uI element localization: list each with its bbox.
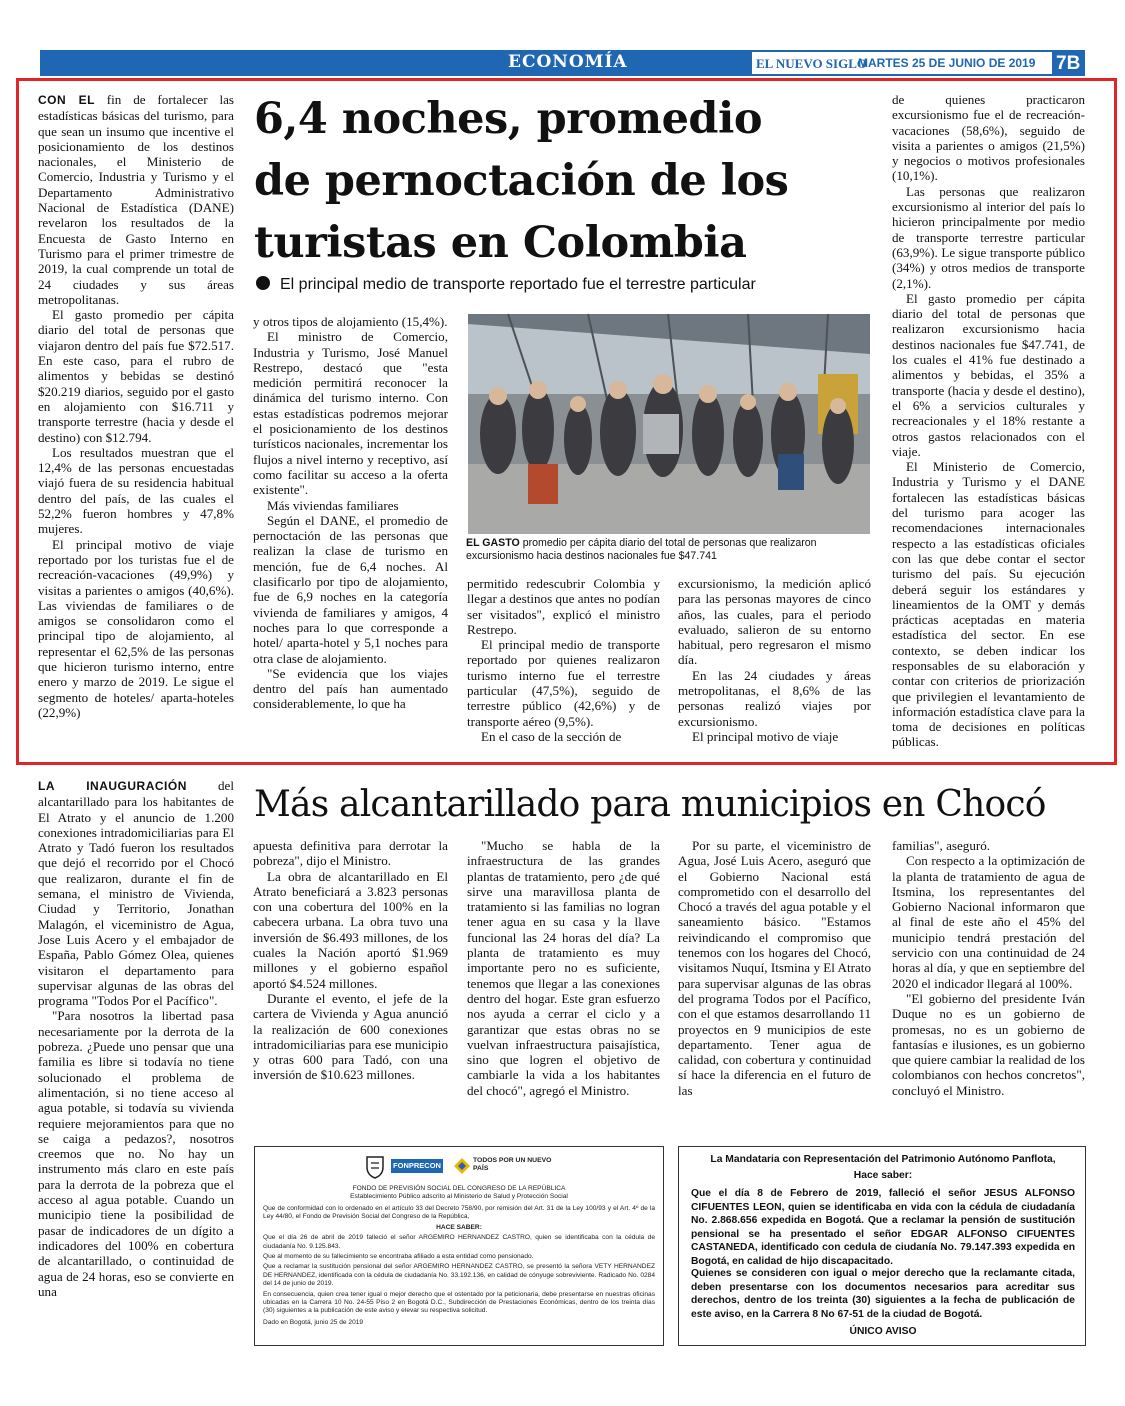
paragraph: El ministro de Comercio, Industria y Turismo, José Manuel Restrepo, destacó que "esta medición permitirá reconocer la dinámica del turismo interno. Con estas estadísticas podremos mejorar el posicionamiento de los destinos turísticos nacionales, incrementar los flujos a nivel interno y receptivo, así como facilitar su acceso a la oferta existente". — [253, 329, 448, 498]
lead-in: LA INAUGURACIÓN — [38, 779, 187, 793]
paragraph: Los resultados muestran que el 12,4% de las personas encuestadas viajó fuera de su residencia habitual dentro del país, de las cuales el 52,2% fueron hombres y 47,8% mujeres. — [38, 444, 234, 537]
paragraph: "Mucho se habla de la infraestructura de las grandes plantas de tratamiento, pero ¿de qué sirve una maravillosa planta de tratamiento si las familias no logran tener agua en su casa y la llave funcional las 24 horas del día? La planta de tratamiento es muy importante pero no es suficiente, tenemos que llegar a las conexiones dentro del hogar. Este gran esfuerzo nos ayuda a cerrar el ciclo y a garantizar que estas obras no se vuelvan infraestructura paisajística, sino que logren el objetivo de cambiarle la vida a los habitantes del chocó", agregó el Ministro. — [467, 838, 660, 1098]
notice-title: La Mandataria con Representación del Patrimonio Autónomo Panflota, — [710, 1154, 1056, 1165]
headline-line: turistas en Colombia — [254, 218, 747, 268]
paragraph: de quienes practicaron excursionismo fue el de recreación-vacaciones (58,6%), seguido de visita a parientes o amigos (21,5%) y negocios o motivos profesionales (10,1%). — [892, 92, 1085, 184]
article2-column-3 — [467, 838, 660, 1098]
paragraph: El Ministerio de Comercio, Industria y Turismo y el DANE fortalecen las estadísticas básicas del turismo para acoger las recomendaciones internacionales respecto a las estadísticas oficiales con las que debe contar el sector turismo del país. Su ejecución deberá seguir los estándares y lineamientos de la OMT y demás prácticas aceptadas en materia estadística del sector. En ese contexto, se deben indicar los responsables de su elaboración y contar con criterios de priorización que privilegien el levantamiento de información estadística clave para la toma de decisiones en políticas públicas. — [892, 459, 1085, 750]
notice-paragraph: Que el día 8 de Febrero de 2019, falleció el señor JESUS ALFONSO CIFUENTES LEON, quien se identificaba en vida con la cédula de ciudadanía No. 2.868.656 expedida en Bogotá. Que a reclamar la pensión de sustitución pensional se ha presentado el señor EDGAR ALFONSO CIFUENTES CASTANEDA, identificado con cedula de ciudanía No. 79.147.393 expedida en Bogotá, en calidad de hijo discapacitado. — [691, 1188, 1075, 1267]
notice-closing: ÚNICO AVISO — [849, 1326, 917, 1337]
article2-column-5 — [892, 838, 1085, 1098]
photo-caption: EL GASTO promedio per cápita diario del total de personas que realizaron excursionismo hacia destinos nacionales fue $47.741 — [466, 537, 817, 562]
nuevo-pais-logo-icon — [453, 1157, 471, 1175]
paragraph: El principal motivo de viaje — [692, 728, 839, 744]
paragraph: familias", aseguró. — [892, 838, 991, 853]
article1-column-4 — [678, 576, 871, 754]
article2-column-1 — [38, 778, 234, 1344]
article1-column-5 — [892, 92, 1085, 754]
article2-headline: Más alcantarillado para municipios en Chocó — [254, 784, 1046, 825]
legal-notice-fonprecon — [254, 1146, 664, 1346]
paragraph: El principal medio de transporte reportado por quienes realizaron turismo interno fue el terrestre particular (47,5%), seguido de terrestre público (42,6%) y de transporte aéreo (9,5%). — [467, 637, 660, 729]
subheading: Más viviendas familiares — [267, 497, 399, 513]
bullet-icon — [256, 276, 270, 290]
headline-line: 6,4 noches, promedio — [254, 94, 763, 144]
lead-in: CON EL — [38, 93, 95, 107]
paragraph: CON EL fin de fortalecer las estadísticas básicas del turismo, para que sean un insumo que incentive el posicionamiento de los destinos nacionales, el Ministerio de Comercio, Industria y Turismo y el Departamento Administrativo Nacional de Estadística (DANE) revelaron los resultados de la Encuesta de Gasto Interno en Turismo para el primer trimestre de 2019, la cual comprende un total de 24 ciudades y sus áreas metropolitanas. — [38, 92, 234, 307]
paragraph: El principal motivo de viaje reportado por los turistas fue el de recreación-vacaciones (49,9%) y visitas a parientes o amigos (40,6%). Las viviendas de familiares o de amigos se consolidaron como el principal tipo de alojamiento, al representar el 62,5% de las personas que hicieron turismo interno, entre enero y marzo de 2019. Le sigue el segmento de hoteles/ aparta-hoteles (22,9%) — [38, 536, 234, 720]
notice-body: Que de conformidad con lo ordenado en el artículo 33 del Decreto 758/90, por remisión del Art. 31 de la Ley 100/93 y el Art. 4º de la Ley 44/80, el Fondo de Previsión Social del Congreso de la República, HACE SABER: Que el día 26 de abril de 2019 falleció el señor ARGEMIRO HERNANDEZ CASTRO, quien se identificaba con la cédula de ciudadanía No. 9.125.843. Que al momento de su fallecimiento se encontraba afiliado a esta entidad como pensionado. Que a reclamar la sustitución pensional del señor ARGEMIRO HERNANDEZ CASTRO, se presentó la señora VETY HERNANDEZ DE HERNANDEZ, identificada con la cédula de ciudadanía No. 33.192.136, en calidad de cónyuge sobreviviente. Radicado No. 0284 del 14 de junio de 2019. En consecuencia, quien crea tener igual o mejor derecho que el ostentado por la peticionaria, debe presentarse en nuestras oficinas ubicadas en la Carrera 10 No. 24-55 Piso 2 en Bogotá D.C., Subdirección de Prestaciones Económicas, dentro de los treinta días (30) siguientes a la publicación de este aviso y elevar su respectiva solicitud. Dado en Bogotá, junio 25 de 2019 — [263, 1205, 655, 1326]
paragraph: "Para nosotros la libertad pasa necesariamente por la derrota de la pobreza. ¿Puede uno pensar que una familia es libre si todavía no tiene solucionado el problema de alimentación, si no tiene acceso al agua potable, si todavía su vivienda requiere mejoramientos para que no se caiga a pedazos?, nosotros creemos que no. No hay un instrumento más claro en este país para la derrota de la pobreza que el acceso al agua potable. Cuando un municipio tiene la posibilidad de pasar de indicadores de un dígito a indicadores del 100% en cobertura de alcantarillado, o continuidad de agua de 24 horas, eso se convierte en una — [38, 1008, 234, 1299]
paragraph: El gasto promedio per cápita diario del total de personas que realizaron excursionismo hacia destinos nacionales fue $47.741, de los cuales el 41% fue destinado a alimentos y bebidas, el 35% a transporte (hacia y desde el destino), el 6% a servicios culturales y recreacionales y el 18% restante a otros gastos relacionados con el viaje. — [892, 290, 1085, 459]
paragraph: Según el DANE, el promedio de pernoctación de las personas que realizan la clase de turismo en mención, fue de 6,4 noches. Al clasificarlo por tipo de alojamiento, fue de 6,9 noches en la categoría vivienda de familiares y amigos, 4 noches para lo que corresponde a hotel/ aparta-hotel y 5,1 noches para otra clase de alojamiento. — [253, 512, 448, 666]
article2-column-4 — [678, 838, 871, 1098]
article2-column-2 — [253, 838, 448, 1083]
paragraph: "El gobierno del presidente Iván Duque no es un gobierno de promesas, no es un gobierno de fantasías e ilusiones, es un gobierno que quiere cambiar la realidad de los colombianos con hechos concretos", concluyó el Ministro. — [892, 990, 1085, 1098]
paragraph: La obra de alcantarillado en El Atrato beneficiará a 3.823 personas con una cobertura del 100% en la cabecera urbana. La obra tuvo una inversión de $6.493 millones, de los cuales la Nación aportó $1.969 millones y el gobierno español aportó $4.524 millones. — [253, 868, 448, 991]
paragraph: Con respecto a la optimización de la planta de tratamiento de agua de Itsmina, los representantes del Gobierno Nacional informaron que al final de este año el 45% del municipio tendrá prestación del servicio con una continuidad de 24 horas al día, y que en septiembre del 2020 el indicador llegará al 100%. — [892, 853, 1085, 991]
notice-paragraph: Quienes se consideren con igual o mejor derecho que la reclamante citada, deben presentarse con los documentos necesarios para acreditar sus derechos, dentro de los treinta (30) siguientes a la fecha de publicación de este aviso, en la Carrera 8 No 67-51 de la ciudad de Bogotá. — [691, 1268, 1075, 1320]
issue-date: MARTES 25 DE JUNIO DE 2019 — [858, 56, 1036, 70]
notice-hace-saber: Hace saber: — [853, 1170, 913, 1181]
article1-column-3 — [467, 576, 660, 754]
paragraph: Durante el evento, el jefe de la cartera de Vivienda y Agua anunció la realización de 600 conexiones intradomiciliarias para ese municipio y otras 600 para Tadó, con una inversión de $10.623 millones. — [253, 990, 448, 1083]
article1-column-2 — [253, 314, 448, 754]
section-name: ECONOMÍA — [508, 52, 628, 72]
page-number: 7B — [1056, 53, 1081, 74]
newspaper-name: EL NUEVO SIGLO — [756, 56, 867, 71]
article1-subhead — [256, 276, 866, 294]
caption-lead: EL GASTO — [466, 537, 520, 549]
notice-logos — [363, 1153, 553, 1181]
paragraph: apuesta definitiva para derrotar la pobreza", dijo el Ministro. — [253, 838, 448, 869]
paragraph: El gasto promedio per cápita diario del total de personas que viajaron dentro del país fue $72.517. En este caso, para el rubro de alimentos y bebidas se destinó $20.219 diarios, seguido por el gasto en alojamiento con $16.711 y transporte terrestre (hacia y desde el destino) con $12.794. — [38, 307, 234, 445]
headline-line: de pernoctación de los — [254, 156, 789, 206]
notice-issuer: FONDO DE PREVISIÓN SOCIAL DEL CONGRESO DE LA REPÚBLICA Establecimiento Público adscrito al Ministerio de Salud y Protección Social — [350, 1185, 568, 1201]
paragraph: Las personas que realizaron excursionismo al interior del país lo hicieron principalmente por medio de transporte terrestre particular (63,9%). Le sigue transporte público (34%) y otros medios de transporte (2,1%). — [892, 183, 1085, 291]
subhead-text: El principal medio de transporte reportado fue el terrestre particular — [280, 276, 756, 293]
paragraph: En las 24 ciudades y áreas metropolitanas, el 8,6% de las personas realizó viajes por excursionismo. — [678, 667, 871, 729]
paragraph: LA INAUGURACIÓN del alcantarillado para los habitantes de El Atrato y el anuncio de 1.200 conexiones intradomiciliarias para El Atrato y Tadó fueron los resultados que dejó el recorrido por el Chocó que realizaron, durante el fin de semana, el ministro de Vivienda, Ciudad y Territorio, Jonathan Malagón, el viceministro de Agua, Jose Luis Acero y el embajador de España, Pablo Gómez Olea, quienes visitaron el departamento para supervisar algunas de las obras del programa "Todos Por el Pacífico". — [38, 778, 234, 1009]
paragraph: En el caso de la sección de — [481, 728, 622, 744]
paragraph: "Se evidencia que los viajes dentro del país han aumentado considerablemente, lo que ha — [253, 665, 448, 712]
fonprecon-logo: FONPRECON — [391, 1159, 443, 1173]
bus-terminal-crowd-image — [468, 314, 870, 534]
paragraph: permitido redescubrir Colombia y llegar a destinos que antes no podían ser visitados", explicó el ministro Restrepo. — [467, 576, 660, 637]
nuevo-pais-logo-text: TODOS POR UN NUEVO PAÍS — [473, 1157, 552, 1172]
paragraph: excursionismo, la medición aplicó para las personas mayores de cinco años, las cuales, para el periodo evaluado, salieron de su entorno habitual, pero regresaron el mismo día. — [678, 576, 871, 668]
coat-of-arms-icon — [363, 1153, 387, 1179]
legal-notice-panflota — [678, 1146, 1086, 1346]
article1-photo — [468, 314, 870, 534]
paragraph: Por su parte, el viceministro de Agua, José Luis Acero, aseguró que el Gobierno Nacional está comprometido con el desarrollo del Chocó a través del agua potable y el saneamiento básico. "Estamos reivindicando el compromiso que tenemos con los hogares del Chocó, visitamos Nuquí, Itsmina y El Atrato para supervisar algunas de las obras del programa Todos por el Pacífico, con el que estamos desarrollando 11 proyectos en 9 municipios de este departamento. Tener agua de calidad, con cobertura y continuidad sí hace la diferencia en el futuro de las — [678, 838, 871, 1098]
article1-column-1 — [38, 92, 234, 752]
article1-headline — [254, 88, 864, 274]
paragraph: y otros tipos de alojamiento (15,4%). — [253, 314, 448, 329]
